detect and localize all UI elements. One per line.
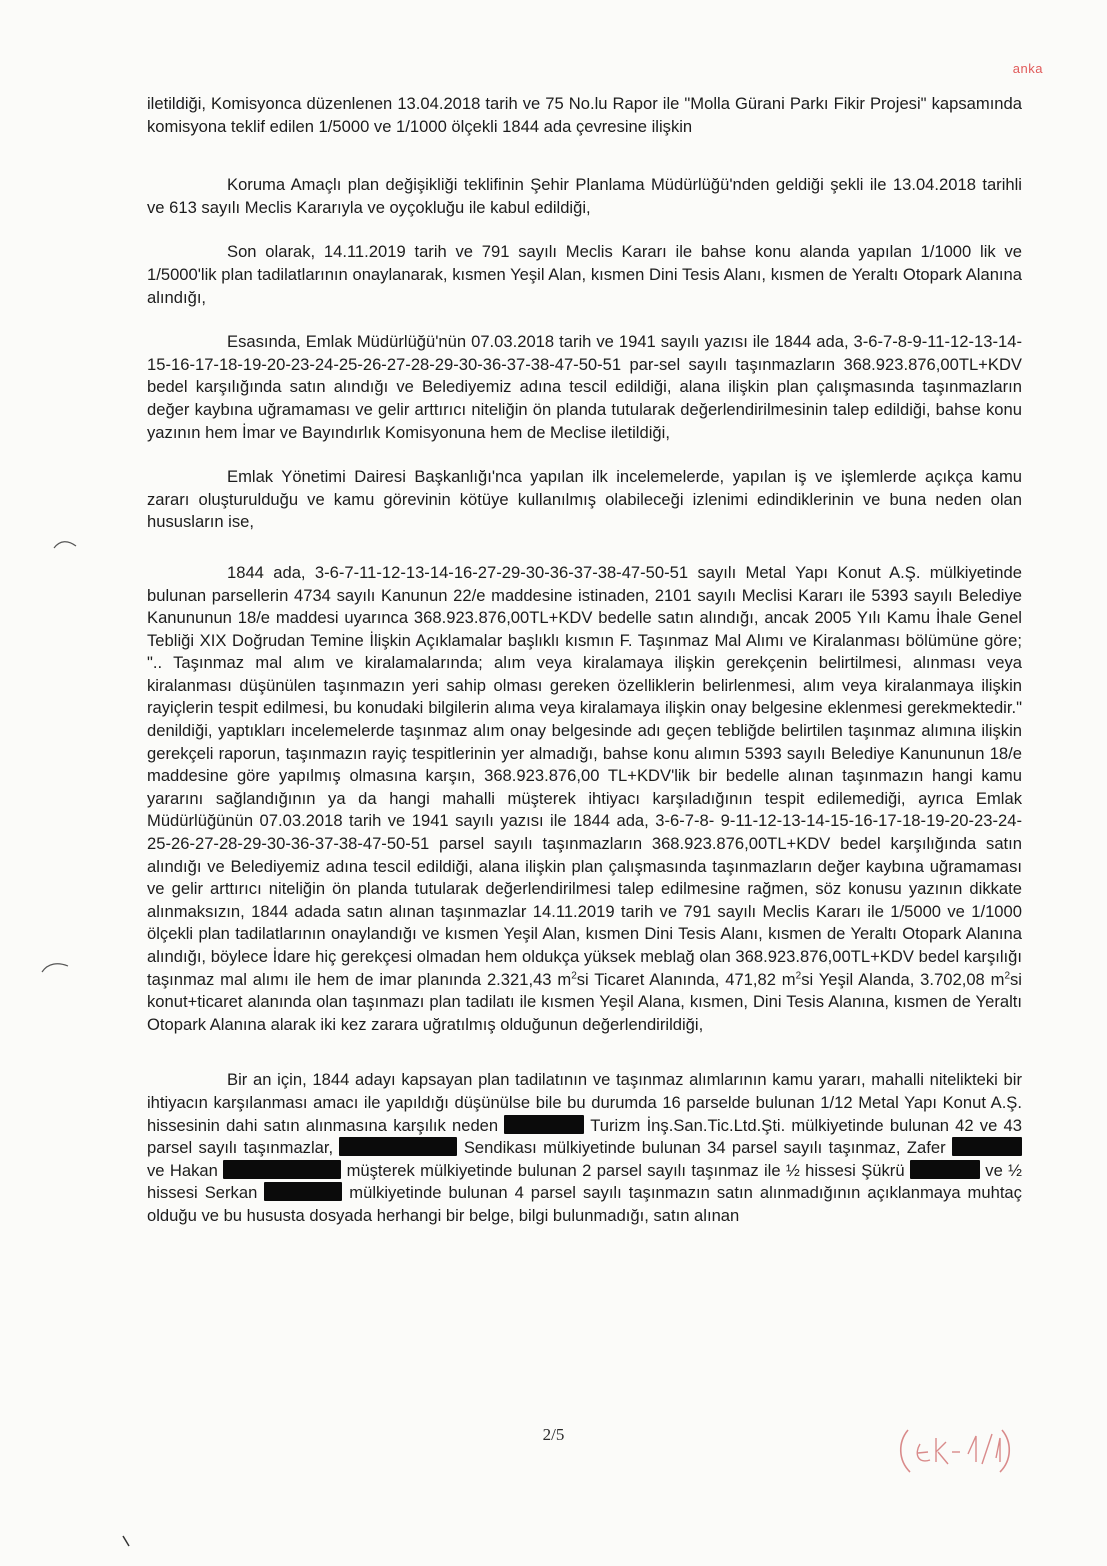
handwritten-annotation-icon <box>896 1424 1011 1476</box>
paragraph-6 <box>147 562 1022 1036</box>
redaction-box <box>910 1160 980 1179</box>
paragraph-7-part-2: Turizm İnş.San.Tic.Ltd.Şti. mülkiyetinde bulunan 42 ve 43 parsel sayılı taşınmazlar, <box>147 1115 1022 1158</box>
redaction-box <box>223 1160 341 1179</box>
paragraph-3: Son olarak, 14.11.2019 tarih ve 791 sayılı Meclis Kararı ile bahse konu alanda yapılan 1/1000 lik ve 1/5000'lik plan tadilatlarının onaylanarak, kısmen Yeşil Alan, kısmen Dini Tesis Alanı, kısmen de Yeraltı Otopark Alanına alındığı, <box>147 242 1022 307</box>
watermark: anka <box>1012 61 1043 76</box>
paragraph-7 <box>147 1069 1022 1227</box>
paragraph-6-part-c: si Yeşil Alanda, 3.702,08 m <box>801 969 1005 989</box>
paragraph-6-part-b: si Ticaret Alanında, 471,82 m <box>576 969 796 989</box>
margin-mark-icon <box>40 960 70 976</box>
paragraph-7-part-5: müşterek mülkiyetinde bulunan 2 parsel sayılı taşınmaz ile ½ hissesi Şükrü <box>346 1160 905 1180</box>
paragraph-1: iletildiği, Komisyonca düzenlenen 13.04.2018 tarih ve 75 No.lu Rapor ile "Molla Gürani Parkı Fikir Projesi" kapsamında komisyona teklif edilen 1/5000 ve 1/1000 ölçekli 1844 ada çevresine ilişkin <box>147 94 1022 136</box>
paragraph-7-part-3: Sendikası mülkiyetinde bulunan 34 parsel sayılı taşınmaz, Zafer <box>463 1138 946 1158</box>
paragraph-4: Esasında, Emlak Müdürlüğü'nün 07.03.2018 tarih ve 1941 sayılı yazısı ile 1844 ada, 3-6-7-8-9-11-12-13-14-15-16-17-18-19-20-23-24-25-26-27-28-29-30-36-37-38-47-50-51 par-sel sayılı taşınmazların 368.923.876,00TL+KDV bedel karşılığında satın alındığı ve Belediyemiz adına tescil edildiği, alana ilişkin plan çalışmasında taşınmazların değer kaybına uğramaması ve gelir arttırıcı niteliğin ön planda tutularak değerlendirilmesinin talep edildiği, bahse konu yazının hem İmar ve Bayındırlık Komisyonuna hem de Meclise iletildiği, <box>147 332 1022 442</box>
document-body <box>147 93 1022 1228</box>
margin-mark-icon <box>121 1534 131 1548</box>
paragraph-5: Emlak Yönetimi Dairesi Başkanlığı'nca yapılan ilk incelemelerde, yapılan iş ve işlemlerde açıkça kamu zararı oluşturulduğu ve kamu görevinin kötüye kullanılmış olabileceği izlenimi edindiklerinin ve buna neden olan hususların ise, <box>147 467 1022 532</box>
paragraph-6-part-a: 1844 ada, 3-6-7-11-12-13-14-16-27-29-30-36-37-38-47-50-51 sayılı Metal Yapı Konut A.Ş. mülkiyetinde bulunan parsellerin 4734 sayılı Kanunun 22/e maddesine istinaden, 2101 sayılı Meclisi Kararı ile 5393 sayılı Belediye Kanununun 18/e maddesi uyarınca 368.923.876,00TL+KDV bedelle satın alındığı, ancak 2005 Yılı Kamu İhale Genel Tebliği XIX Doğrudan Temine İlişkin Açıklamalar başlıklı kısmın F. Taşınmaz Mal Alımı ve Kiralanması bölümüne göre; ".. Taşınmaz mal alım ve kiralamalarında; alım veya kiralamaya ilişkin gerekçenin belirtilmesi, alınması veya kiralanması düşünülen taşınmazın yeri sahip olması gereken özelliklerin belirlenmesi, alım veya kiralanmaya ilişkin rayiçlerin tespit edilmesi, bu konudaki bilgilerin alıma veya kiralamaya ilişkin onay belgesine eklenmesi gerekmektedir." denildiği, yaptıkları incelemelerde taşınmaz alım onay belgesinde adı geçen tebliğde belirtilen taşınmaz alımına ilişkin gerekçeli raporun, taşınmazın rayiç tespitlerinin yer almadığı, bahse konu alımın 5393 sayılı Belediye Kanununun 18/e maddesine göre yapılmış olmasına karşın, 368.923.876,00 TL+KDV'lik bir bedelle alınan taşınmazın hangi kamu yararını sağlandığının ya da hangi mahalli müşterek ihtiyacı karşıladığının tespit edilemediği, ayrıca Emlak Müdürlüğünün 07.03.2018 tarih ve 1941 sayılı yazısı ile 1844 ada, 3-6-7-8- 9-11-12-13-14-15-16-17-18-19-20-23-24-25-26-27-28-29-30-36-37-38-47-50-51 parsel sayılı taşınmazların 368.923.876,00TL+KDV bedel karşılığında satın alındığı ve Belediyemiz adına tescil edildiği, alana ilişkin plan çalışmasında taşınmazların değer kaybına uğramaması ve gelir arttırıcı niteliğin ön planda tutularak değerlendirilmesi talep edilmesine rağmen, söz konusu yazının dikkate alınmaksızın, 1844 adada satın alınan taşınmazlar 14.11.2019 tarih ve 791 sayılı Meclis Kararı ile 1/5000 ve 1/1000 ölçekli plan tadilatlarının onaylandığı ve kısmen Yeşil Alan, kısmen Dini Tesis Alanı, kısmen de Yeraltı Otopark Alanına alındığı, böylece İdare hiç gerekçesi olmadan hem oldukça yüksek meblağ olan 368.923.876,00TL+KDV bedel karşılığı taşınmaz mal alımı ile hem de imar planında 2.321,43 m <box>147 562 1022 989</box>
paragraph-6-part-d: si konut+ticaret alanında olan taşınmazı plan tadilatı ile kısmen Yeşil Alana, kısmen, Dini Tesis Alanına, kısmen de Yeraltı Otopark Alanına alarak iki kez zarara uğratılmış olduğunun değerlendirildiği, <box>147 969 1022 1034</box>
superscript: 2 <box>795 970 802 982</box>
paragraph-7-part-1: Bir an için, 1844 adayı kapsayan plan tadilatının ve taşınmaz alımlarının kamu yararı, mahalli nitelikteki bir ihtiyacın karşılanması amacı ile yapıldığı düşünülse bile bu durumda 16 parselde bulunan 1/12 Metal Yapı Konut A.Ş. hissesinin dahi satın alınmasına karşılık neden <box>147 1070 1022 1135</box>
page-number: 2/5 <box>542 1425 565 1444</box>
superscript: 2 <box>571 970 577 982</box>
margin-mark-icon <box>52 538 78 552</box>
paragraph-7-part-6: ve ½ hissesi Serkan <box>147 1160 1022 1203</box>
redaction-box <box>504 1115 584 1134</box>
superscript: 2 <box>1004 970 1010 982</box>
paragraph-7-part-4: ve Hakan <box>147 1160 218 1180</box>
redaction-box <box>264 1182 342 1201</box>
redaction-box <box>952 1137 1022 1156</box>
redaction-box <box>339 1137 457 1156</box>
paragraph-7-part-7: mülkiyetinde bulunan 4 parsel sayılı taşınmazın satın alınmadığının açıklanmaya muhtaç olduğu ve bu hususta dosyada herhangi bir belge, bilgi bulunmadığı, satın alınan <box>147 1183 1022 1225</box>
paragraph-2: Koruma Amaçlı plan değişikliği teklifinin Şehir Planlama Müdürlüğü'nden geldiği şekli ile 13.04.2018 tarihli ve 613 sayılı Meclis Kararıyla ve oyçokluğu ile kabul edildiği, <box>147 175 1022 217</box>
